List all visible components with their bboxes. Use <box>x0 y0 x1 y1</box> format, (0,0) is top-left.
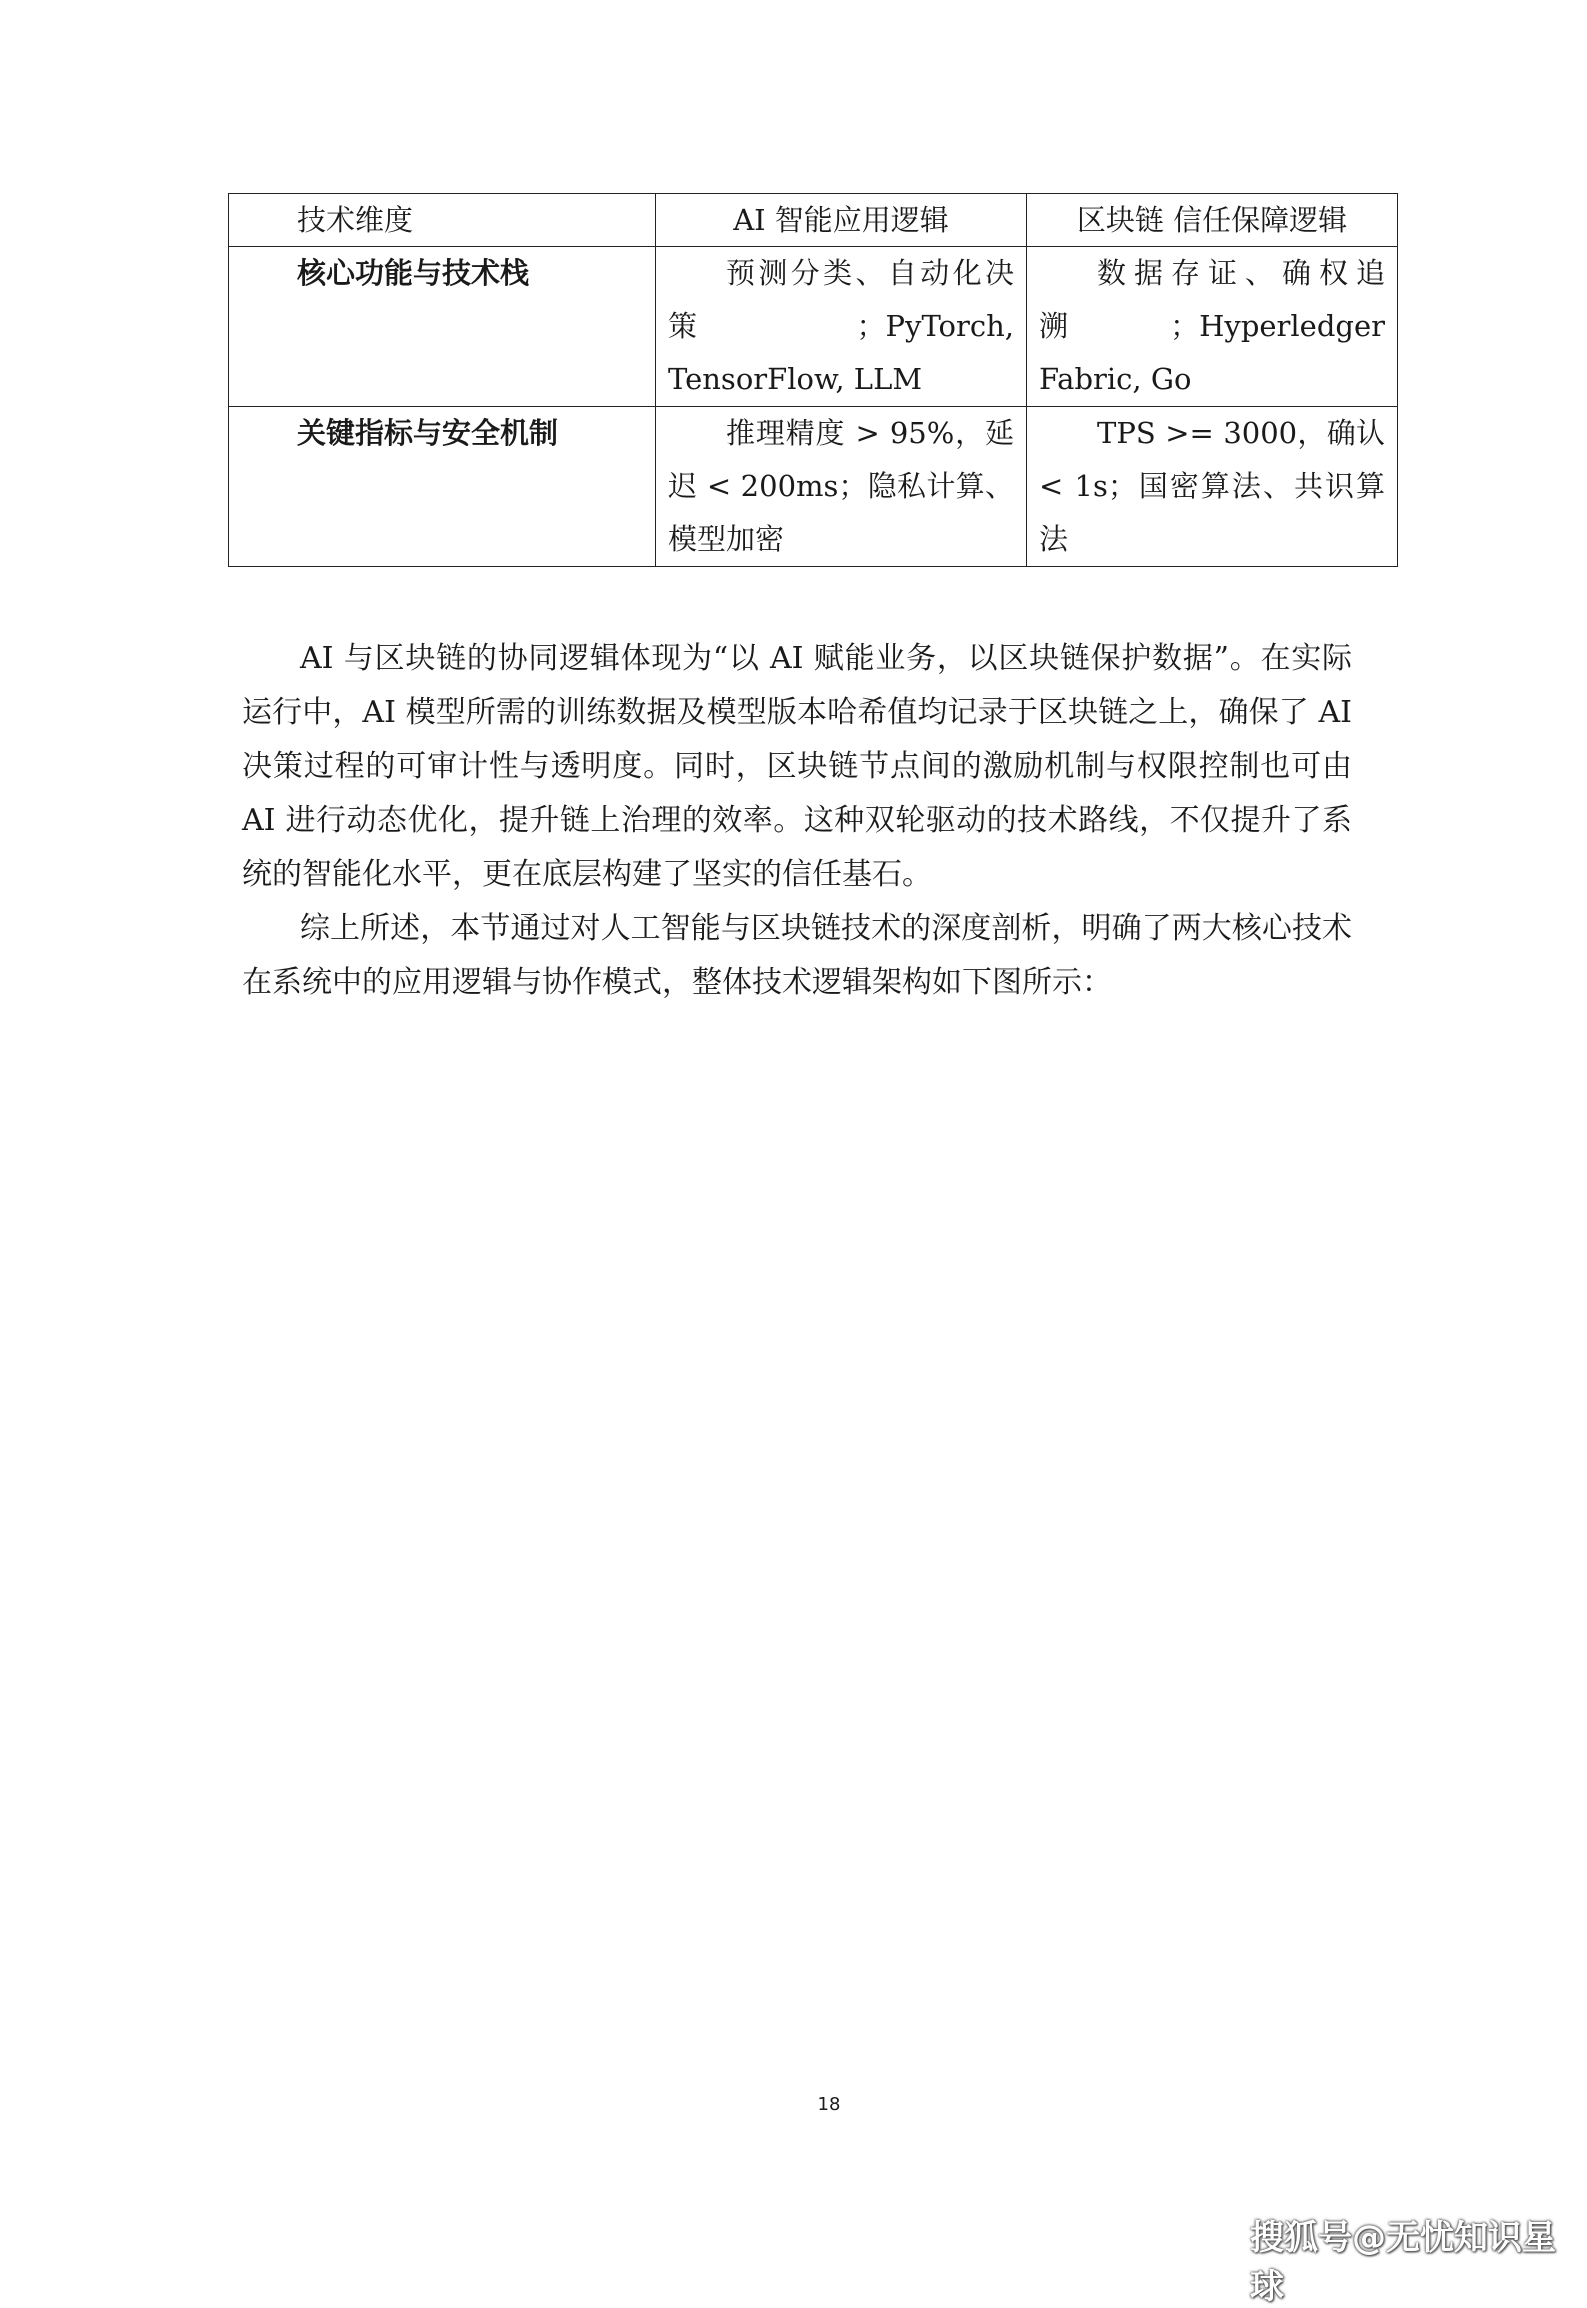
header-cell-dimension: 技术维度 <box>229 194 656 247</box>
page-number: 18 <box>817 2094 841 2115</box>
body-paragraph: AI 与区块链的协同逻辑体现为“以 AI 赋能业务，以区块链保护数据”。在实际运行中，AI 模型所需的训练数据及模型版本哈希值均记录于区块链之上，确保了 AI 决策过程的可审计性与透明度。同时，区块链节点间的激励机制与权限控制也可由 AI 进行动态优化，提升链上治理的效率。这种双轮驱动的技术路线，不仅提升了系统的智能化水平，更在底层构建了坚实的信任基石。 <box>242 641 1352 892</box>
header-cell-ai: AI 智能应用逻辑 <box>656 194 1027 247</box>
table-row <box>229 247 1398 407</box>
cell-blockchain: 数据存证、确权追溯；Hyperledger Fabric, Go <box>1027 247 1398 407</box>
cell-dimension: 核心功能与技术栈 <box>229 247 656 407</box>
cell-ai: 预测分类、自动化决策；PyTorch, TensorFlow, LLM <box>656 247 1027 407</box>
cell-ai: 推理精度 > 95%，延迟 < 200ms；隐私计算、模型加密 <box>656 407 1027 567</box>
table-header-row <box>229 194 1398 247</box>
table-row <box>229 407 1398 567</box>
tech-comparison-table <box>228 193 1398 567</box>
header-cell-blockchain: 区块链 信任保障逻辑 <box>1027 194 1398 247</box>
cell-dimension: 关键指标与安全机制 <box>229 407 656 567</box>
watermark: 搜狐号@无忧知识星球 <box>1250 2218 1556 2307</box>
cell-blockchain: TPS >= 3000，确认 < 1s；国密算法、共识算法 <box>1027 407 1398 567</box>
body-paragraph: 综上所述，本节通过对人工智能与区块链技术的深度剖析，明确了两大核心技术在系统中的应用逻辑与协作模式，整体技术逻辑架构如下图所示： <box>242 911 1352 1000</box>
